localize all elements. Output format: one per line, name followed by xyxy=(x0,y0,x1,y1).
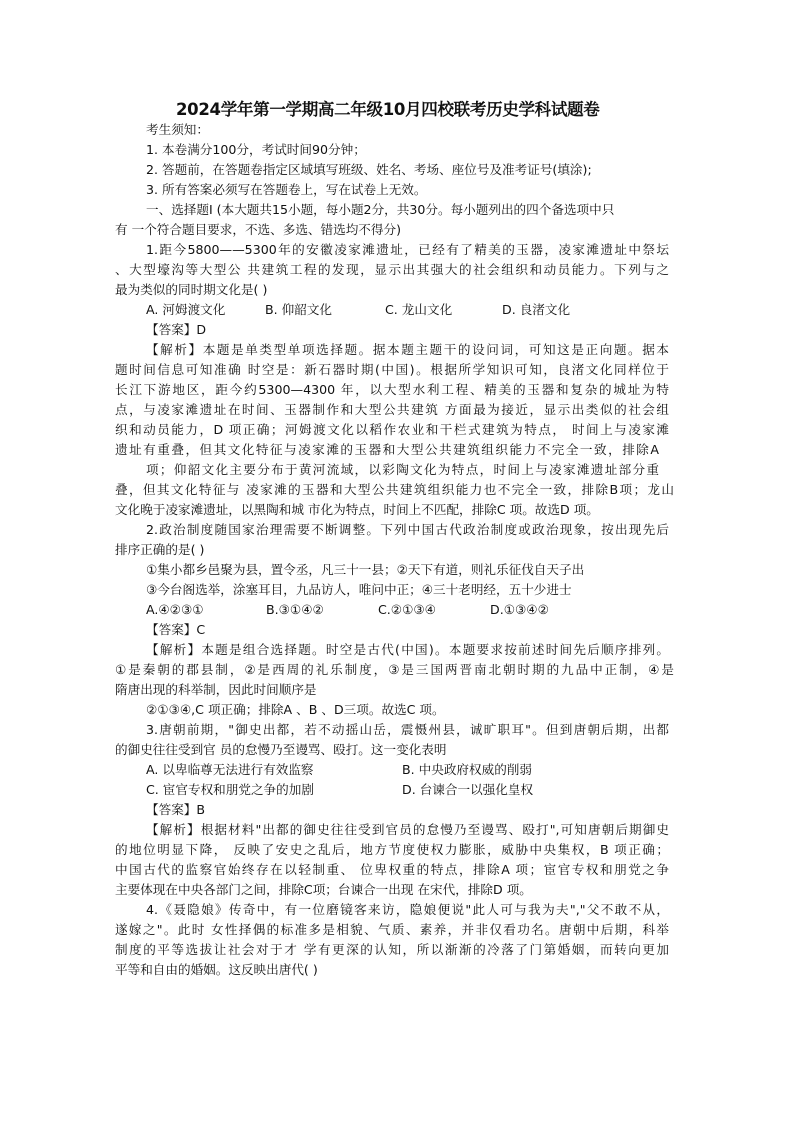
question-stem: 平等和自由的婚姻。这反映出唐代( ) xyxy=(115,962,318,977)
option-b: B. 中央政府权威的削弱 xyxy=(402,762,532,777)
analysis-line: 长江下游地区，距今约5300—4300 年，以大型水利工程、精美的玉器和复杂的城址为特 xyxy=(115,382,669,397)
question-stem: 2.政治制度随国家治理需要不断调整。下列中国古代政治制度或政治现象，按出现先后 xyxy=(146,522,669,537)
analysis-line: ①是秦朝的郡县制，②是西周的礼乐制度，③是三国两晋南北朝时期的九品中正制，④是 xyxy=(115,662,674,677)
option-b: B. 仰韶文化 xyxy=(265,302,333,317)
analysis-line: 【解析】本题是组合选择题。时空是古代(中国)。本题要求按前述时间先后顺序排列。 xyxy=(146,642,669,657)
notice-item: 3. 所有答案必须写在答题卷上，写在试卷上无效。 xyxy=(146,182,427,197)
analysis-line: 的地位明显下降， 反映了安史之乱后，地方节度使权力膨胀，威胁中央集权，B 项正确； xyxy=(115,842,669,857)
question-stem: 的御史往往受到官 员的怠慢乃至谩骂、殴打。这一变化表明 xyxy=(115,742,447,757)
option-d: D.①③④② xyxy=(490,602,549,617)
exam-title: 2024学年第一学期高二年级10月四校联考历史学科试题卷 xyxy=(176,100,600,119)
analysis-line: 文化晚于凌家滩遗址，以黑陶和城 市化为特点，时间上不匹配，排除C 项。故选D 项。 xyxy=(115,502,599,517)
answer-line: 【答案】B xyxy=(146,802,206,817)
analysis-line: 主要体现在中央各部门之间，排除C项；台谏合一出现 在宋代，排除D 项。 xyxy=(115,882,532,897)
notice-heading: 考生须知： xyxy=(146,122,209,137)
question-stem: 3.唐朝前期，"御史出都，若不动摇山岳，震慑州县，诚旷职耳"。但到唐朝后期，出都 xyxy=(146,722,669,737)
question-stem: 最为类似的同时期文化是( ) xyxy=(115,282,268,297)
answer-line: 【答案】C xyxy=(146,622,206,637)
question-stem: 4.《聂隐娘》传奇中，有一位磨镜客来访，隐娘便说"此人可与我为夫","父不敢不从， xyxy=(146,902,669,917)
analysis-line: 遗址有重叠，但其文化特征与凌家滩的玉器和大型公共建筑组织能力不完全一致，排除A xyxy=(115,442,659,457)
option-c: C. 宦官专权和朋党之争的加剧 xyxy=(146,782,314,797)
option-d: D. 良渚文化 xyxy=(502,302,571,317)
question-item: ①集小都乡邑聚为县，置令丞，凡三十一县；②天下有道，则礼乐征伐自天子出 xyxy=(146,562,585,577)
section-heading: 一、选择题Ⅰ (本大题共15小题，每小题2分，共30分。每小题列出的四个备选项中只 xyxy=(146,202,615,217)
notice-item: 2. 答题前，在答题卷指定区域填写班级、姓名、考场、座位号及准考证号(填涂); xyxy=(146,162,592,177)
option-d: D. 台谏合一以强化皇权 xyxy=(402,782,534,797)
answer-line: 【答案】D xyxy=(146,322,207,337)
section-heading: 有 一个符合题目要求，不选、多选、错选均不得分) xyxy=(115,222,401,237)
question-stem: 遂嫁之"。此时 女性择偶的标准多是相貌、气质、素养，并非仅看功名。唐朝中后期，科举 xyxy=(115,922,669,937)
question-stem: 1.距今5800——5300年的安徽凌家滩遗址，已经有了精美的玉器，凌家滩遗址中祭坛 xyxy=(146,242,669,257)
analysis-line: 项；仰韶文化主要分布于黄河流域，以彩陶文化为特点，时间上与凌家滩遗址部分重 xyxy=(146,462,659,477)
option-a: A.④②③① xyxy=(146,602,204,617)
question-stem: 、大型壕沟等大型公 共建筑工程的发现，显示出其强大的社会组织和动员能力。下列与之 xyxy=(115,262,669,277)
analysis-line: 【解析】根据材料"出都的御史往往受到官员的怠慢乃至谩骂、殴打",可知唐朝后期御史 xyxy=(146,822,669,837)
analysis-line: 中国古代的监察官始终存在以轻制重、 位卑权重的特点，排除A 项；宦官专权和朋党之争 xyxy=(115,862,669,877)
option-c: C. 龙山文化 xyxy=(385,302,453,317)
option-b: B.③①④② xyxy=(266,602,324,617)
analysis-line: 题时间信息可知准确 时空是：新石器时期(中国)。根据所学知识可知，良渚文化同样位于 xyxy=(115,362,669,377)
analysis-line: 隋唐出现的科举制，因此时间顺序是 xyxy=(115,682,317,697)
option-a: A. 以卑临尊无法进行有效监察 xyxy=(146,762,314,777)
option-c: C.②①③④ xyxy=(378,602,436,617)
question-stem: 排序正确的是( ) xyxy=(115,542,205,557)
option-a: A. 河姆渡文化 xyxy=(146,302,226,317)
analysis-line: 点，与凌家滩遗址在时间、玉器制作和大型公共建筑 方面最为接近，显示出类似的社会组 xyxy=(115,402,669,417)
question-item: ③今台阁选举，涂塞耳目，九品访人，唯问中正；④三十老明经，五十少进士 xyxy=(146,582,572,597)
question-stem: 制度的平等选拔让社会对于才 学有更深的认知，所以渐渐的冷落了门第婚姻，而转向更加 xyxy=(115,942,669,957)
analysis-line: ②①③④,C 项正确；排除A 、B 、D三项。故选C 项。 xyxy=(146,702,445,717)
analysis-line: 【解析】本题是单类型单项选择题。据本题主题干的设问词，可知这是正向题。据本 xyxy=(146,342,669,357)
analysis-line: 织和动员能力，D 项正确；河姆渡文化以稻作农业和干栏式建筑为特点， 时间上与凌家滩 xyxy=(115,422,669,437)
analysis-line: 叠，但其文化特征与 凌家滩的玉器和大型公共建筑组织能力也不完全一致，排除B项；龙山 xyxy=(115,482,674,497)
notice-item: 1. 本卷满分100分，考试时间90分钟； xyxy=(146,142,366,157)
